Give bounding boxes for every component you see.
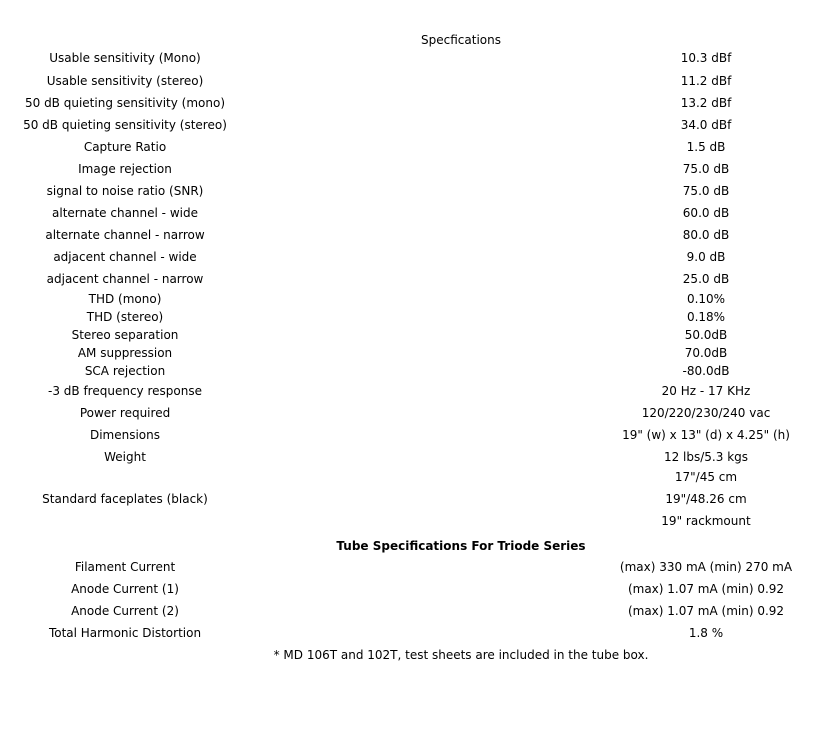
spec-label: Capture Ratio [83,140,167,154]
spec-label: signal to noise ratio (SNR) [46,184,204,198]
spec-value: 17"/45 cm [674,470,738,484]
spec-row-faceplate-19 [0,491,820,507]
spec-value: 0.18% [686,310,726,324]
spec-label: AM suppression [77,346,173,360]
spec-label: 50 dB quieting sensitivity (stereo) [23,118,227,132]
spec-label: Usable sensitivity (Mono) [49,51,201,65]
spec-value: 1.5 dB [686,140,726,154]
spec-label: 50 dB quieting sensitivity (mono) [24,96,226,110]
tube-box-note: * MD 106T and 102T, test sheets are included in the tube box. [273,648,649,662]
spec-label: -3 dB frequency response [48,384,202,398]
spec-row-faceplate-rackmount [0,513,820,529]
spec-label: Standard faceplates (black) [42,492,208,506]
spec-row-quieting-sensitivity-stereo [0,117,820,133]
tube-row-filament-current [0,559,820,575]
spec-value: 12 lbs/5.3 kgs [663,450,749,464]
spec-label: Anode Current (1) [71,582,179,596]
spec-value: 60.0 dB [682,206,730,220]
spec-row-stereo-separation [0,327,820,343]
spec-row-thd-mono [0,291,820,307]
spec-value: 120/220/230/240 vac [641,406,771,420]
spec-value: 9.0 dB [686,250,726,264]
spec-label: Power required [79,406,171,420]
spec-value: 50.0dB [684,328,728,342]
spec-label: alternate channel - wide [52,206,198,220]
tube-row-total-harmonic-distortion [0,625,820,641]
spec-value: (max) 1.07 mA (min) 0.92 [627,604,785,618]
spec-row-sca-rejection [0,363,820,379]
spec-label: Anode Current (2) [71,604,179,618]
spec-label: SCA rejection [84,364,166,378]
spec-row-weight [0,449,820,465]
tube-row-anode-current-2 [0,603,820,619]
spec-label: THD (mono) [88,292,162,306]
tube-row-anode-current-1 [0,581,820,597]
spec-label: adjacent channel - narrow [46,272,204,286]
spec-row-usable-sensitivity-stereo [0,73,820,89]
spec-row-quieting-sensitivity-mono [0,95,820,111]
spec-value: 80.0 dB [682,228,730,242]
spec-row-faceplate-17 [0,469,820,485]
spec-label: alternate channel - narrow [45,228,205,242]
spec-row-image-rejection [0,161,820,177]
spec-value: (max) 1.07 mA (min) 0.92 [627,582,785,596]
spec-value: (max) 330 mA (min) 270 mA [619,560,793,574]
spec-label: Usable sensitivity (stereo) [46,74,204,88]
spec-row-am-suppression [0,345,820,361]
spec-value: 19"/48.26 cm [665,492,747,506]
spec-label: Total Harmonic Distortion [48,626,202,640]
spec-row-dimensions [0,427,820,443]
spec-value: -80.0dB [682,364,730,378]
spec-value: 75.0 dB [682,162,730,176]
spec-row-alternate-channel-wide [0,205,820,221]
specifications-title: Specfications [421,33,501,47]
spec-value: 19" rackmount [661,514,751,528]
spec-value: 13.2 dBf [680,96,732,110]
spec-row-adjacent-channel-wide [0,249,820,265]
spec-row-power-required [0,405,820,421]
tube-specifications-title: Tube Specifications For Triode Series [336,539,586,553]
spec-value: 75.0 dB [682,184,730,198]
spec-label: Image rejection [78,162,172,176]
spec-value: 20 Hz - 17 KHz [661,384,751,398]
spec-row-thd-stereo [0,309,820,325]
spec-label: THD (stereo) [86,310,164,324]
spec-label: Weight [104,450,146,464]
spec-label: Dimensions [89,428,161,442]
spec-label: Filament Current [74,560,176,574]
spec-value: 0.10% [686,292,726,306]
spec-value: 34.0 dBf [680,118,732,132]
spec-row-usable-sensitivity-mono [0,50,820,66]
spec-row-alternate-channel-narrow [0,227,820,243]
spec-value: 11.2 dBf [680,74,732,88]
spec-row-adjacent-channel-narrow [0,271,820,287]
spec-value: 19" (w) x 13" (d) x 4.25" (h) [622,428,790,442]
spec-value: 25.0 dB [682,272,730,286]
spec-label: Stereo separation [71,328,179,342]
spec-value: 1.8 % [688,626,724,640]
spec-row-frequency-response [0,383,820,399]
spec-label: adjacent channel - wide [53,250,197,264]
spec-row-capture-ratio [0,139,820,155]
spec-value: 70.0dB [684,346,728,360]
spec-row-snr [0,183,820,199]
spec-value: 10.3 dBf [680,51,732,65]
